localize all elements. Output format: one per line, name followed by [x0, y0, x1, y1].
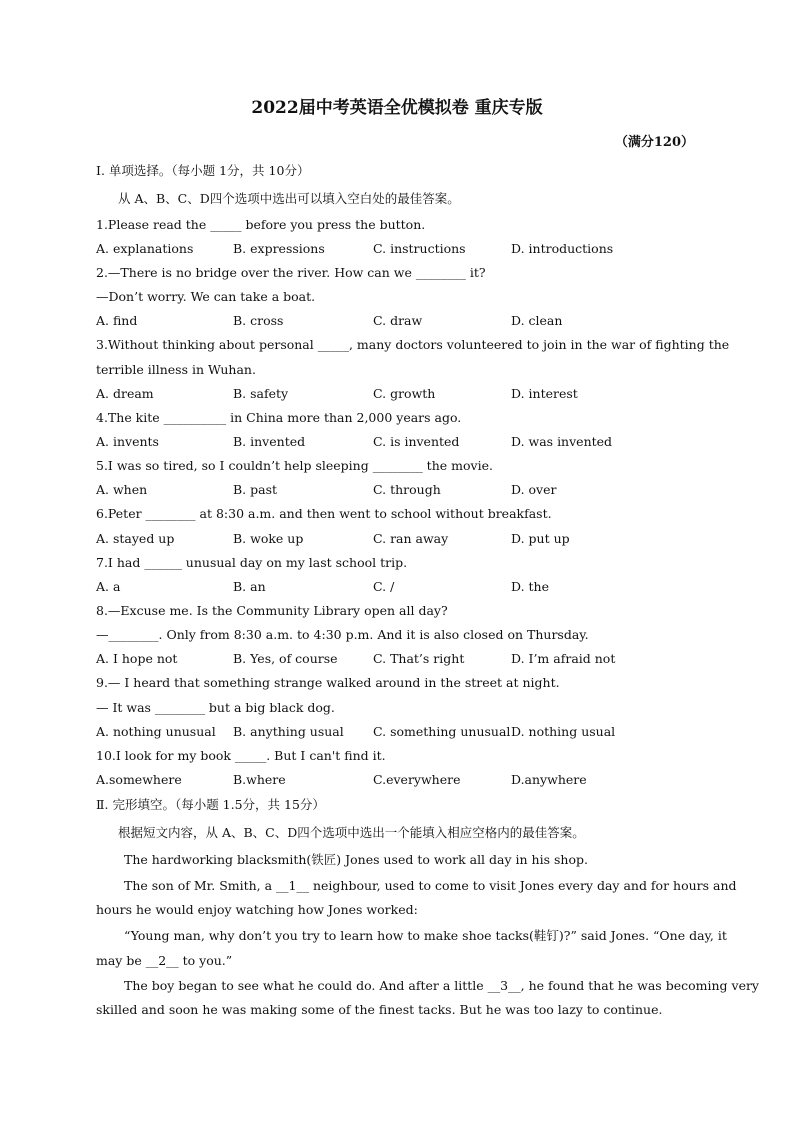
option-c: C. growth: [373, 386, 436, 401]
option-c: C.everywhere: [373, 772, 461, 787]
option-c: C. is invented: [373, 434, 460, 449]
option-d: D. over: [511, 482, 557, 497]
option-a: A. when: [96, 482, 148, 497]
question-stem-cont: terrible illness in Wuhan.: [96, 362, 256, 377]
option-a: A. invents: [96, 434, 159, 449]
option-a: A. dream: [96, 386, 154, 401]
section1-instruction: 从 A、B、C、D四个选项中选出可以填入空白处的最佳答案。: [118, 191, 460, 206]
option-b: B. expressions: [233, 241, 325, 256]
option-d: D. I’m afraid not: [511, 651, 616, 666]
option-a: A. stayed up: [96, 531, 175, 546]
option-c: C. /: [373, 579, 395, 594]
question-stem-cont: — It was ________ but a big black dog.: [96, 700, 335, 715]
question-stem-cont: —________. Only from 8:30 a.m. to 4:30 p.m. And it is also closed on Thursday.: [96, 627, 589, 642]
option-d: D. nothing usual: [511, 724, 616, 739]
option-b: B. invented: [233, 434, 306, 449]
question-stem: 9.— I heard that something strange walked around in the street at night.: [96, 675, 560, 690]
question-stem: 1.Please read the _____ before you press the button.: [96, 217, 426, 232]
question-stem: 8.—Excuse me. Is the Community Library open all day?: [96, 603, 448, 618]
option-b: B. Yes, of course: [233, 651, 338, 666]
option-c: C. through: [373, 482, 441, 497]
option-d: D. was invented: [511, 434, 613, 449]
passage-line: The son of Mr. Smith, a __1__ neighbour, used to come to visit Jones every day and for hours and: [124, 878, 737, 893]
option-d: D. the: [511, 579, 549, 594]
option-a: A. I hope not: [96, 651, 178, 666]
section2-heading: Ⅱ. 完形填空。（每小题 1.5分，共 15分）: [96, 797, 325, 812]
option-b: B. past: [233, 482, 278, 497]
passage-line: The hardworking blacksmith(铁匠) Jones used to work all day in his shop.: [124, 852, 588, 867]
question-stem: 10.I look for my book _____. But I can't find it.: [96, 748, 386, 763]
question-stem-cont: —Don’t worry. We can take a boat.: [96, 289, 316, 304]
question-stem: 2.—There is no bridge over the river. How can we ________ it?: [96, 265, 486, 280]
passage-line: skilled and soon he was making some of the finest tacks. But he was too lazy to continue.: [96, 1002, 663, 1017]
passage-line: may be __2__ to you.”: [96, 953, 233, 968]
option-b: B. anything usual: [233, 724, 344, 739]
option-c: C. That’s right: [373, 651, 465, 666]
option-a: A. explanations: [96, 241, 194, 256]
option-b: B. safety: [233, 386, 289, 401]
passage-line: The boy began to see what he could do. And after a little __3__, he found that he was becoming very: [124, 978, 759, 993]
section1-heading: Ⅰ. 单项选择。（每小题 1分，共 10分）: [96, 163, 310, 178]
option-c: C. ran away: [373, 531, 449, 546]
option-d: D. interest: [511, 386, 578, 401]
option-b: B. woke up: [233, 531, 304, 546]
option-d: D. put up: [511, 531, 570, 546]
question-stem: 6.Peter ________ at 8:30 a.m. and then went to school without breakfast.: [96, 506, 552, 521]
option-d: D.anywhere: [511, 772, 587, 787]
option-a: A. a: [96, 579, 121, 594]
option-d: D. clean: [511, 313, 563, 328]
option-d: D. introductions: [511, 241, 614, 256]
option-c: C. something unusual: [373, 724, 511, 739]
option-c: C. instructions: [373, 241, 466, 256]
question-stem: 5.I was so tired, so I couldn’t help sleeping ________ the movie.: [96, 458, 493, 473]
section2-instruction: 根据短文内容，从 A、B、C、D四个选项中选出一个能填入相应空格内的最佳答案。: [118, 825, 585, 840]
option-b: B. an: [233, 579, 266, 594]
question-stem: 7.I had ______ unusual day on my last school trip.: [96, 555, 408, 570]
option-a: A.somewhere: [96, 772, 182, 787]
page-title: 2022届中考英语全优模拟卷 重庆专版: [251, 98, 543, 118]
question-stem: 4.The kite __________ in China more than 2,000 years ago.: [96, 410, 462, 425]
passage-line: “Young man, why don’t you try to learn how to make shoe tacks(鞋钉)?” said Jones. “One day, it: [124, 928, 727, 943]
option-a: A. find: [96, 313, 138, 328]
option-a: A. nothing unusual: [96, 724, 216, 739]
option-c: C. draw: [373, 313, 423, 328]
score-note: （满分120）: [614, 135, 694, 150]
question-stem: 3.Without thinking about personal _____, many doctors volunteered to join in the war of fighting the: [96, 337, 730, 352]
option-b: B. cross: [233, 313, 284, 328]
passage-line: hours he would enjoy watching how Jones worked:: [96, 902, 418, 917]
option-b: B.where: [233, 772, 286, 787]
